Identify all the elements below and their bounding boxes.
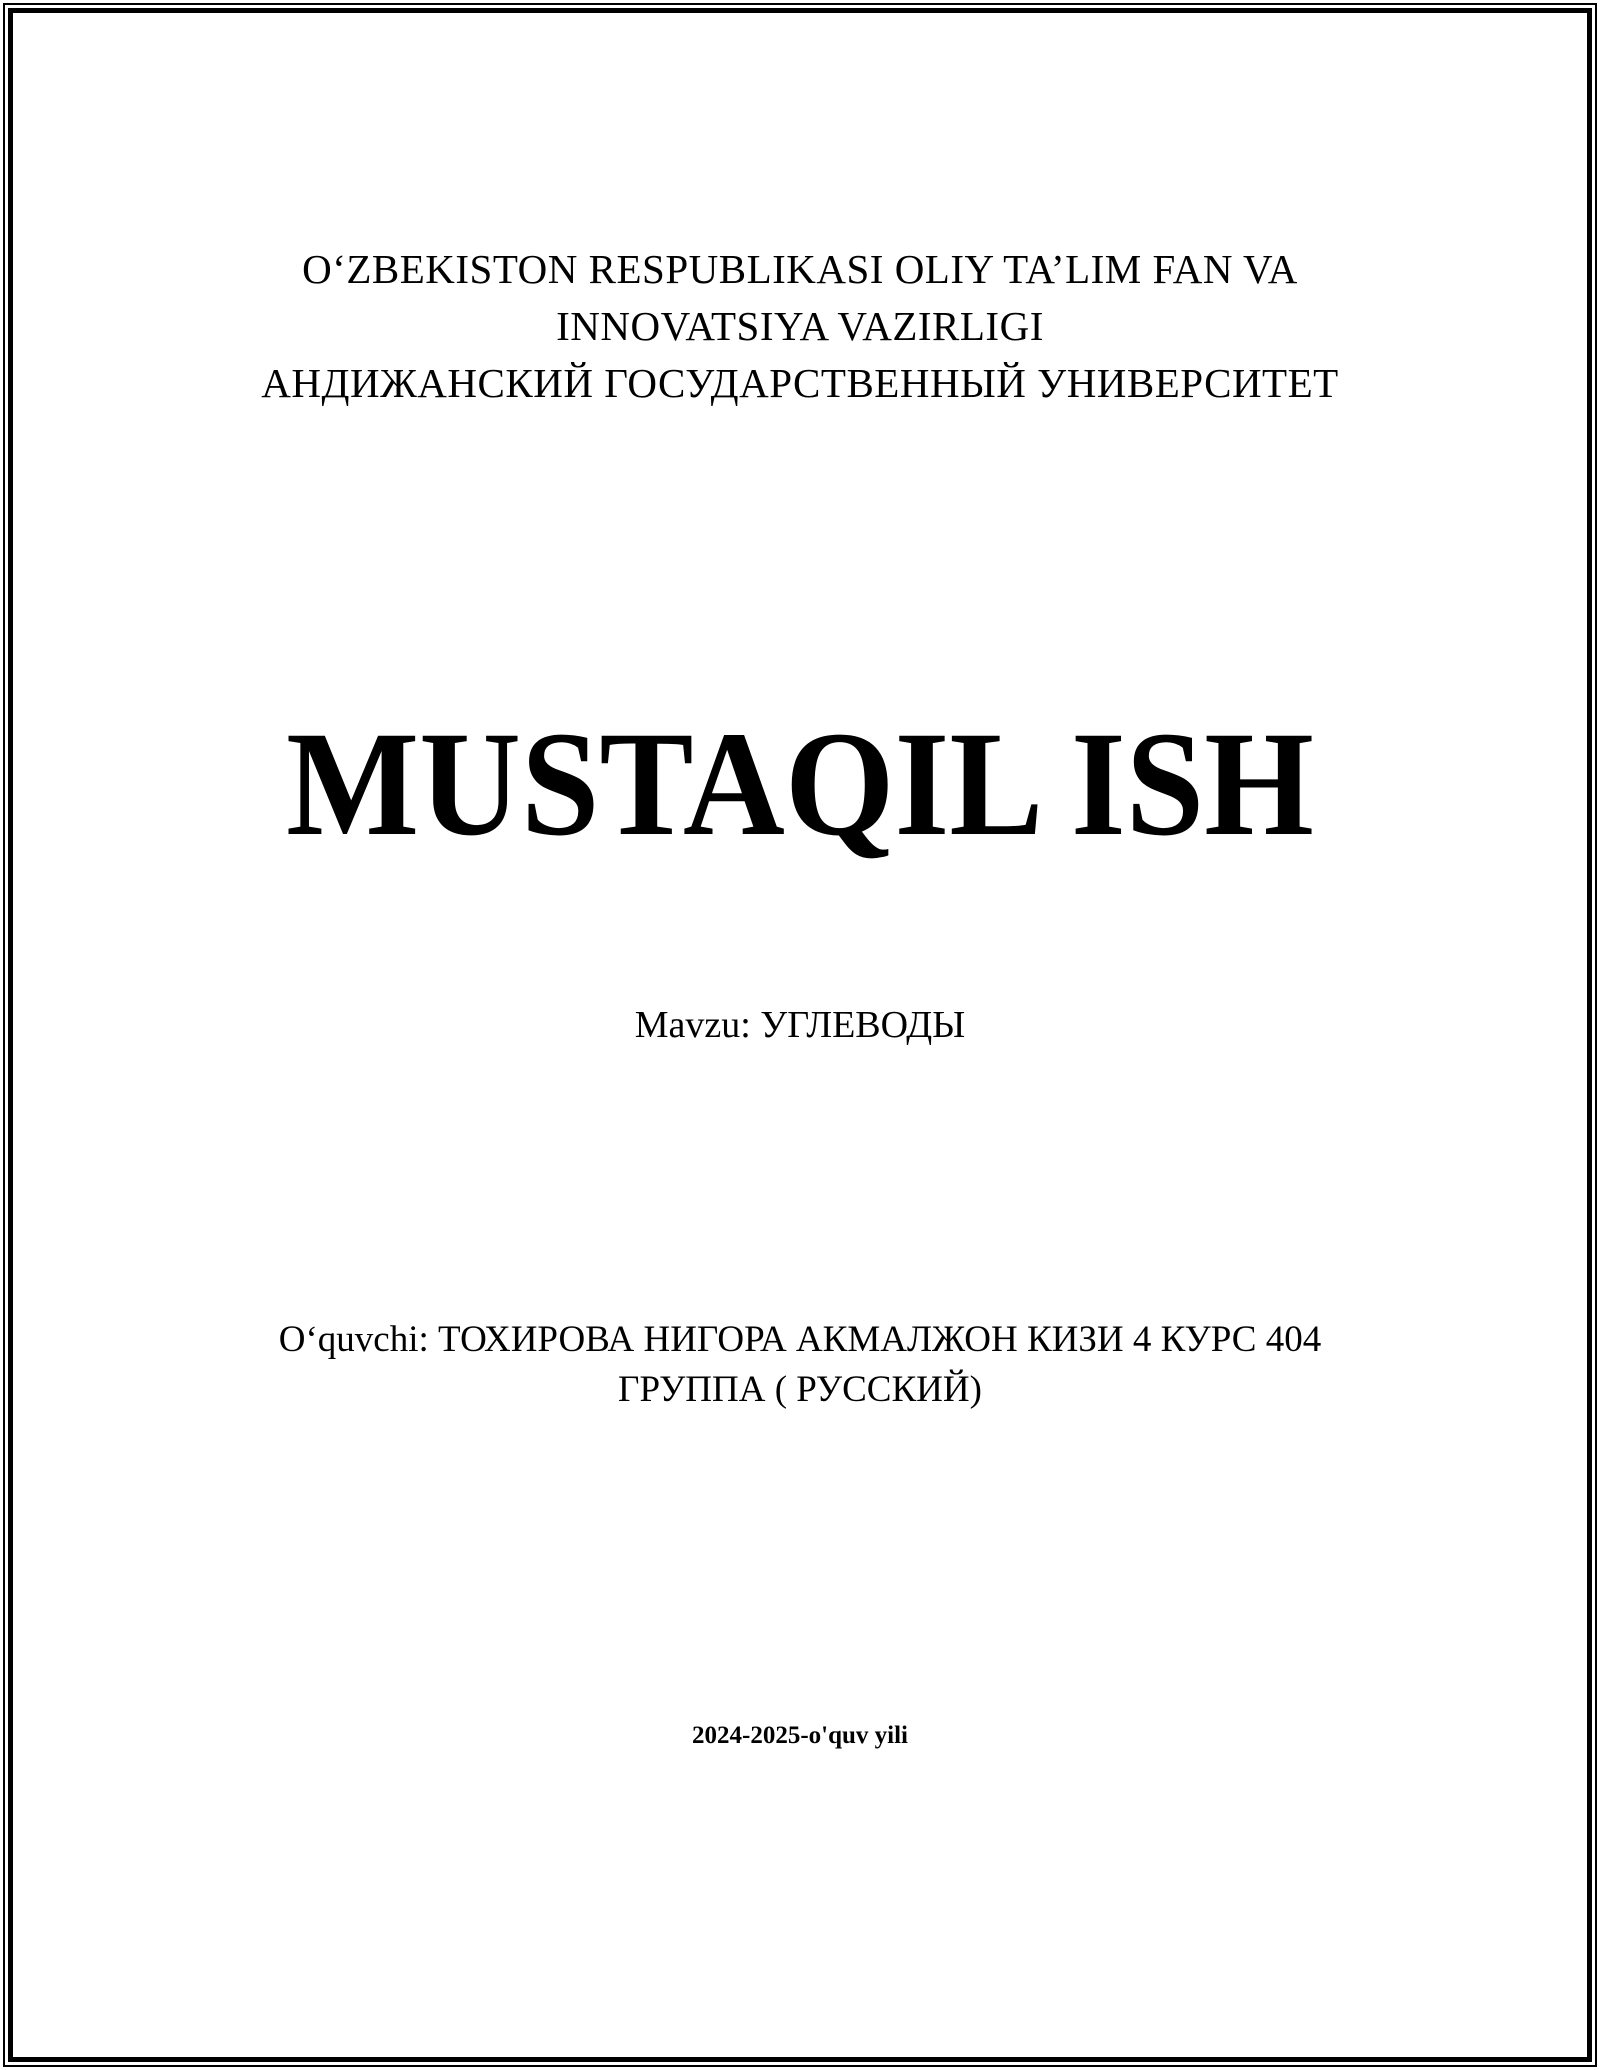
student-line-group: ГРУППА ( РУССКИЙ) xyxy=(618,1369,982,1410)
header-line-ministry-2: INNOVATSIYA VAZIRLIGI xyxy=(556,303,1044,349)
student-block xyxy=(0,1315,1600,1415)
student-line-name: O‘quvchi: ТОХИРОВА НИГОРА АКМАЛЖОН КИЗИ 4 КУРС 404 xyxy=(278,1319,1322,1360)
topic-line: Mavzu: УГЛЕВОДЫ xyxy=(634,1004,966,1046)
header-line-university: АНДИЖАНСКИЙ ГОСУДАРСТВЕННЫЙ УНИВЕРСИТЕТ xyxy=(261,360,1339,406)
header-line-ministry-1: O‘ZBEKISTON RESPUBLIKASI OLIY TA’LIM FAN VA xyxy=(302,246,1298,292)
university-header xyxy=(0,241,1600,412)
academic-year: 2024-2025-o'quv yili xyxy=(692,1722,908,1749)
document-title: MUSTAQIL ISH xyxy=(286,701,1314,867)
